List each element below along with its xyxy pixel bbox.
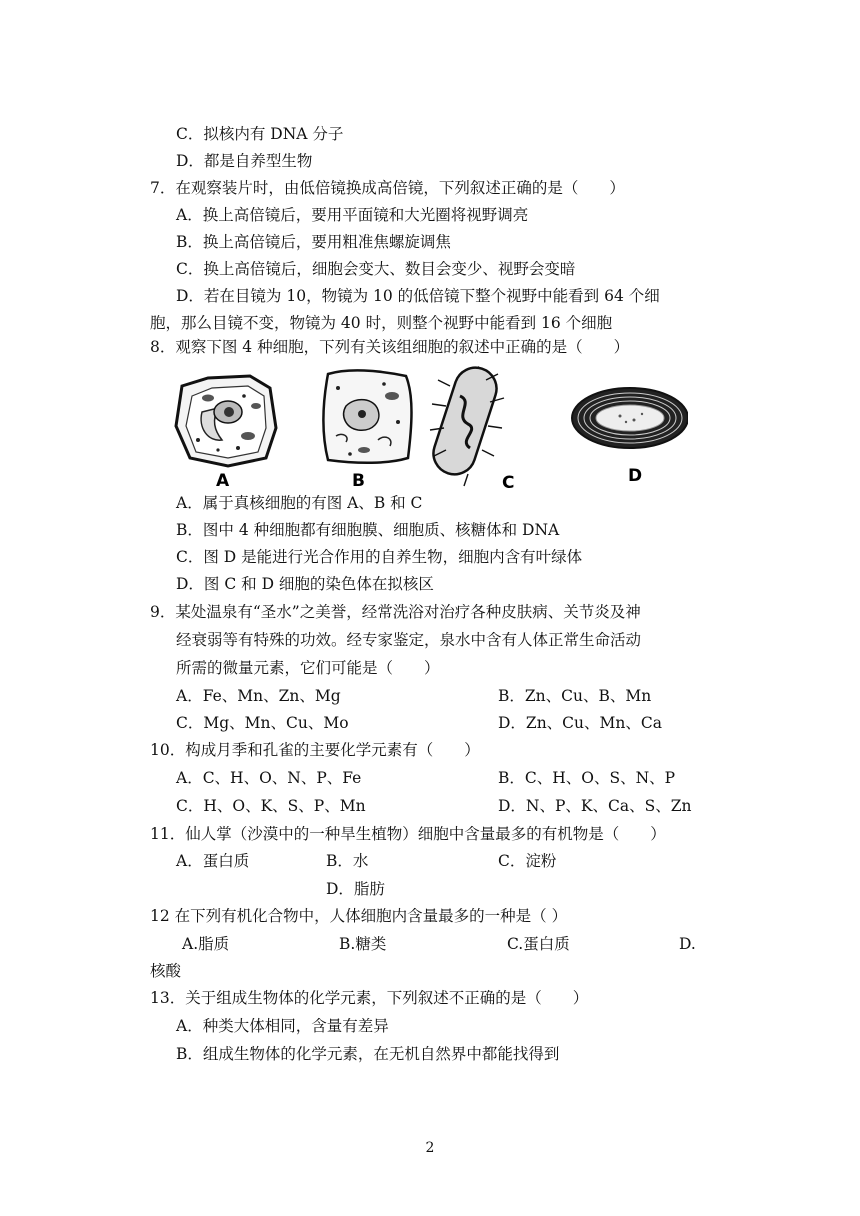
q9-stem-line2: 经衰弱等有特殊的功效。经专家鉴定，泉水中含有人体正常生命活动 — [176, 631, 642, 649]
q10-option-b: B．C、H、O、S、N、P — [498, 769, 676, 787]
cell-b-label: B — [352, 471, 365, 491]
cell-a-label: A — [216, 471, 230, 491]
q12-option-a: A.脂质 — [182, 935, 230, 953]
q7-option-b: B．换上高倍镜后，要用粗准焦螺旋调焦 — [176, 233, 451, 251]
q9-stem-line3: 所需的微量元素，它们可能是（ ） — [176, 659, 440, 677]
q12-option-b: B.糖类 — [339, 935, 387, 953]
cell-c-illustration — [428, 366, 504, 486]
q10-option-c: C．H、O、K、S、P、Mn — [176, 797, 366, 815]
q11-stem: 11．仙人掌（沙漠中的一种旱生植物）细胞中含量最多的有机物是（ ） — [150, 825, 666, 843]
q10-option-d: D．N、P、K、Ca、S、Zn — [498, 797, 692, 815]
q10-option-a: A．C、H、O、N、P、Fe — [176, 769, 362, 787]
q8-option-a: A．属于真核细胞的有图 A、B 和 C — [176, 494, 423, 512]
q9-option-a: A．Fe、Mn、Zn、Mg — [176, 687, 341, 705]
q13-option-b: B．组成生物体的化学元素，在无机自然界中都能找得到 — [176, 1045, 560, 1063]
cell-a-illustration — [176, 376, 276, 466]
q12-option-d-continued: 核酸 — [150, 962, 182, 980]
q9-stem-line1: 9．某处温泉有“圣水”之美誉，经常洗浴对治疗各种皮肤病、关节炎及神 — [150, 603, 641, 621]
q11-option-b: B．水 — [326, 852, 369, 870]
q11-option-d: D．脂肪 — [326, 880, 385, 898]
q11-option-a: A．蛋白质 — [176, 852, 250, 870]
q6-option-d: D．都是自养型生物 — [176, 152, 313, 170]
cell-c-label: C — [502, 473, 515, 492]
q6-option-c: C．拟核内有 DNA 分子 — [176, 125, 344, 143]
cell-d-label: D — [628, 466, 643, 486]
q8-option-b: B．图中 4 种细胞都有细胞膜、细胞质、核糖体和 DNA — [176, 521, 560, 539]
q10-stem: 10．构成月季和孔雀的主要化学元素有（ ） — [150, 741, 480, 759]
q12-stem: 12 在下列有机化合物中，人体细胞内含量最多的一种是（ ） — [150, 907, 568, 925]
q12-option-c: C.蛋白质 — [507, 935, 570, 953]
q8-option-c: C．图 D 是能进行光合作用的自养生物，细胞内含有叶绿体 — [176, 548, 583, 566]
q8-option-d: D．图 C 和 D 细胞的染色体在拟核区 — [176, 575, 434, 593]
q7-option-d-line1: D．若在目镜为 10，物镜为 10 的低倍镜下整个视野中能看到 64 个细 — [176, 287, 660, 305]
q7-stem: 7．在观察装片时，由低倍镜换成高倍镜，下列叙述正确的是（ ） — [150, 179, 625, 197]
q11-option-c: C．淀粉 — [498, 852, 557, 870]
q7-option-c: C．换上高倍镜后，细胞会变大、数目会变少、视野会变暗 — [176, 260, 576, 278]
q8-stem: 8．观察下图 4 种细胞，下列有关该组细胞的叙述中正确的是（ ） — [150, 338, 630, 356]
q9-option-c: C．Mg、Mn、Cu、Mo — [176, 714, 349, 732]
page-number: 2 — [425, 1140, 435, 1156]
q12-option-d: D. — [679, 935, 696, 953]
cell-figure — [168, 366, 688, 492]
q7-option-d-line2: 胞，那么目镜不变，物镜为 40 时，则整个视野中能看到 16 个细胞 — [150, 314, 613, 332]
q13-option-a: A．种类大体相同，含量有差异 — [176, 1017, 389, 1035]
q9-option-d: D．Zn、Cu、Mn、Ca — [498, 714, 662, 732]
q13-stem: 13．关于组成生物体的化学元素，下列叙述不正确的是（ ） — [150, 989, 589, 1007]
q7-option-a: A．换上高倍镜后，要用平面镜和大光圈将视野调亮 — [176, 206, 529, 224]
q9-option-b: B．Zn、Cu、B、Mn — [498, 687, 652, 705]
cell-d-illustration — [572, 388, 688, 448]
cell-b-illustration — [324, 370, 412, 462]
